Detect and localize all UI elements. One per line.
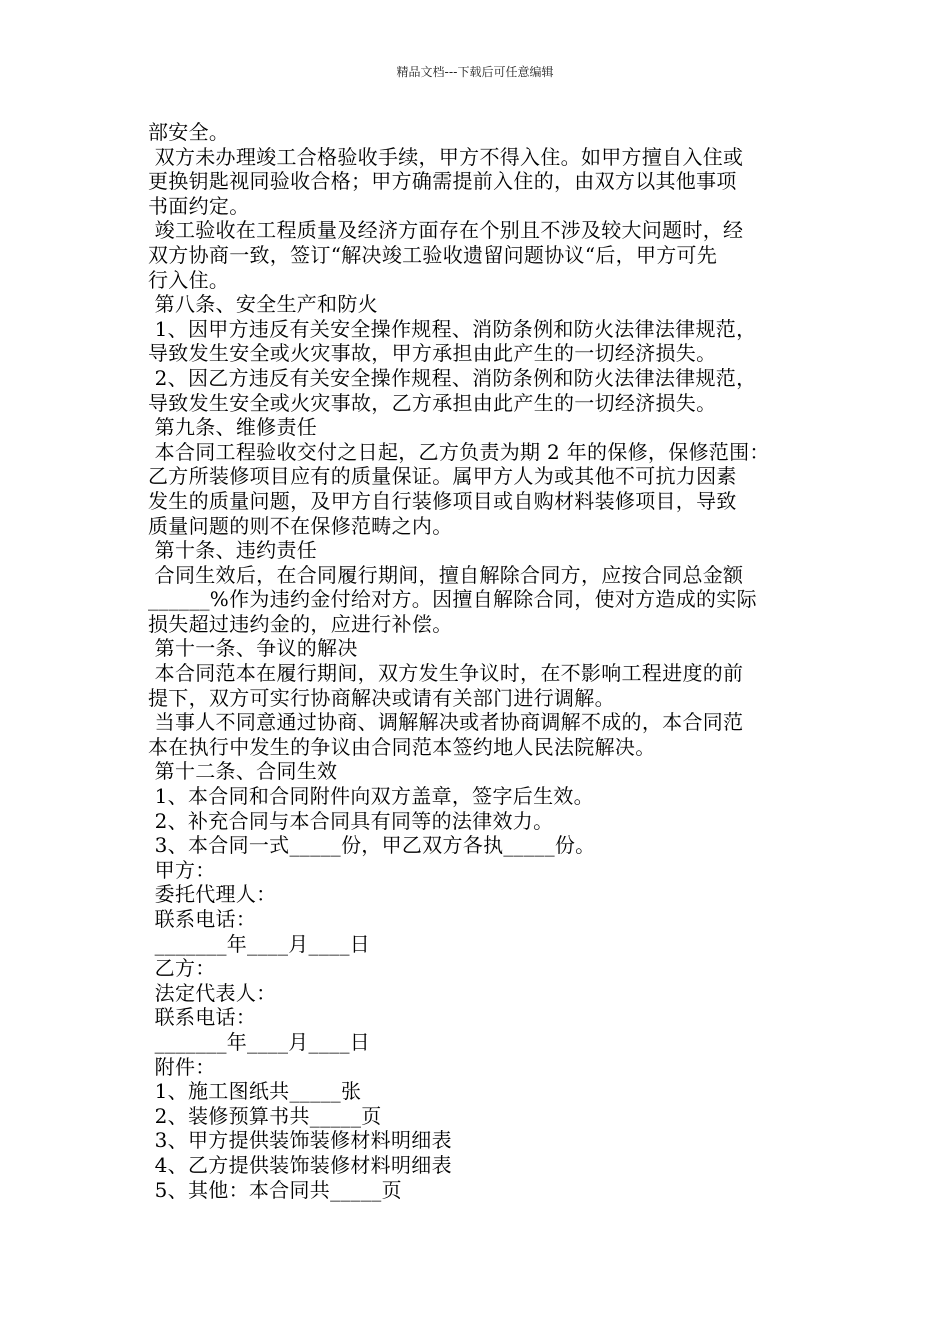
text-line: ______%作为违约金付给对方。因擅自解除合同，使对方造成的实际 <box>148 587 757 612</box>
signature-phone: 联系电话： <box>148 1005 257 1030</box>
page-header: 精品文档---下载后可任意编辑 <box>396 65 554 79</box>
text-line: 更换钥匙视同验收合格；甲方确需提前入住的，由双方以其他事项 <box>148 169 737 194</box>
attachment-item: 1、施工图纸共_____张 <box>148 1079 362 1104</box>
section-heading-8: 第八条、安全生产和防火 <box>148 292 378 317</box>
text-line: 发生的质量问题，及甲方自行装修项目或自购材料装修项目，导致 <box>148 488 737 513</box>
section-heading-12: 第十二条、合同生效 <box>148 759 338 784</box>
attachment-item: 2、装修预算书共_____页 <box>148 1103 382 1128</box>
signature-date: _______年____月____日 <box>148 1029 371 1054</box>
text-line: 2、补充合同与本合同具有同等的法律效力。 <box>148 808 554 833</box>
signature-phone: 联系电话： <box>148 907 257 931</box>
attachment-item: 5、其他：本合同共_____页 <box>148 1177 402 1202</box>
attachment-item: 3、甲方提供装饰装修材料明细表 <box>148 1128 452 1153</box>
text-line: 导致发生安全或火灾事故，乙方承担由此产生的一切经济损失。 <box>148 390 717 415</box>
text-line: 双方协商一致，签订“解决竣工验收遗留问题协议“后，甲方可先 <box>148 242 718 267</box>
text-line: 3、本合同一式_____份，甲乙双方各执_____份。 <box>148 833 596 858</box>
signature-party-a: 甲方： <box>148 857 216 882</box>
text-line: 当事人不同意通过协商、调解解决或者协商调解不成的，本合同范 <box>148 710 744 735</box>
signature-representative: 法定代表人： <box>148 980 277 1005</box>
text-line: 竣工验收在工程质量及经济方面存在个别且不涉及较大问题时，经 <box>148 218 744 243</box>
attachment-item: 4、乙方提供装饰装修材料明细表 <box>148 1152 452 1177</box>
text-line: 导致发生安全或火灾事故，甲方承担由此产生的一切经济损失。 <box>148 341 717 366</box>
text-line: 1、本合同和合同附件向双方盖章，签字后生效。 <box>148 784 594 809</box>
attachments-heading: 附件： <box>148 1054 216 1079</box>
section-heading-11: 第十一条、争议的解决 <box>148 636 358 661</box>
section-heading-10: 第十条、违约责任 <box>148 538 318 563</box>
text-line: 本在执行中发生的争议由合同范本签约地人民法院解决。 <box>148 734 656 759</box>
signature-date: _______年____月____日 <box>148 931 371 956</box>
text-line: 双方未办理竣工合格验收手续，甲方不得入住。如甲方擅自入住或 <box>148 144 744 169</box>
text-line: 2、因乙方违反有关安全操作规程、消防条例和防火法律法律规范， <box>148 365 757 390</box>
text-line: 损失超过违约金的，应进行补偿。 <box>148 611 453 636</box>
text-line: 部安全。 <box>148 120 230 144</box>
text-line: 本合同工程验收交付之日起，乙方负责为期 2 年的保修，保修范围： <box>148 439 770 464</box>
text-line: 乙方所装修项目应有的质量保证。属甲方人为或其他不可抗力因素 <box>148 464 737 489</box>
text-line: 书面约定。 <box>148 193 250 218</box>
signature-party-b: 乙方： <box>148 956 216 981</box>
text-line: 提下，双方可实行协商解决或请有关部门进行调解。 <box>148 685 615 710</box>
text-line: 1、因甲方违反有关安全操作规程、消防条例和防火法律法律规范， <box>148 316 757 341</box>
signature-agent: 委托代理人： <box>148 882 277 907</box>
text-line: 合同生效后，在合同履行期间，擅自解除合同方，应按合同总金额 <box>148 562 744 587</box>
document-body <box>148 120 818 1202</box>
text-line: 质量问题的则不在保修范畴之内。 <box>148 513 453 538</box>
section-heading-9: 第九条、维修责任 <box>148 415 318 440</box>
text-line: 本合同范本在履行期间，双方发生争议时，在不影响工程进度的前 <box>148 661 744 686</box>
text-line: 行入住。 <box>148 267 230 292</box>
